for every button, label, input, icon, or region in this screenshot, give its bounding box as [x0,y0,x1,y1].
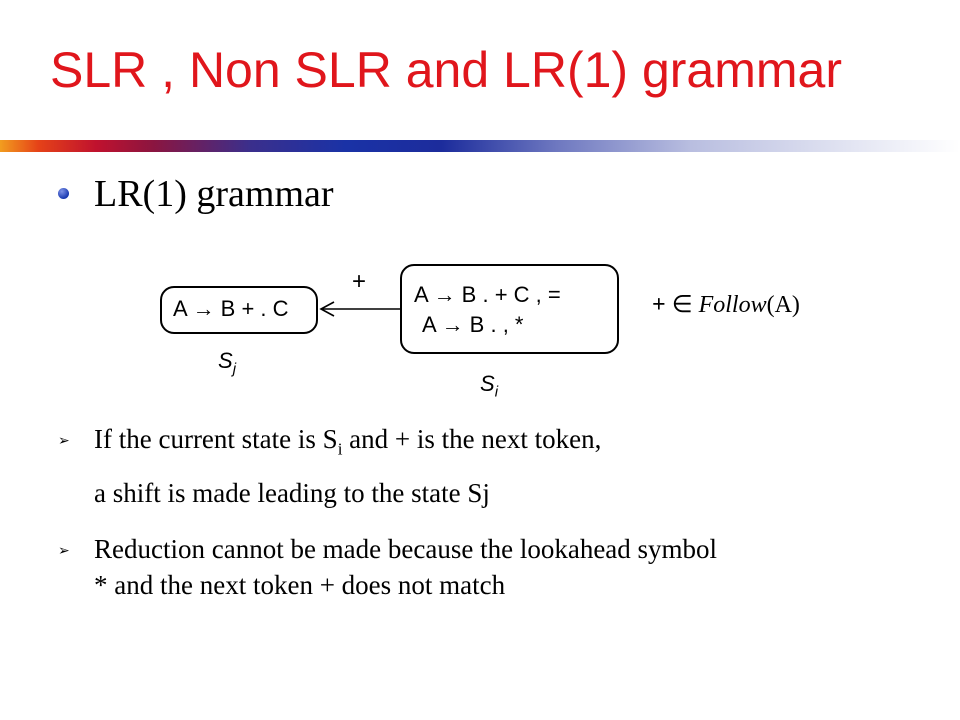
follow-arg: (A) [766,292,800,318]
bullet-1-line-1: If the current state is $S_i$ and + is the next token, [94,424,602,459]
section-heading: LR(1) grammar [94,173,334,215]
state-si-label: $S_i$ [480,371,499,401]
follow-formula [652,290,800,319]
bullet-2-line-1: Reduction cannot be made because the lookahead symbol [94,534,718,564]
follow-plus: + [652,292,666,318]
follow-word: Follow [698,292,767,318]
state-si-item-2: A → B . , * [422,312,524,337]
slide-title: SLR , Non SLR and LR(1) grammar [50,42,842,98]
state-sj-item: A → B + . C [173,296,289,321]
state-sj-label: $S_j$ [218,348,237,378]
arrow-bullet-icon: ➢ [58,543,70,559]
edge-label: + [352,268,367,295]
arrow-bullet-icon: ➢ [58,433,70,449]
state-sj-box [160,286,318,334]
bullet-2-line-2: * and the next token + does not match [94,570,506,600]
bullet-1-line-2: a shift is made leading to the state Sj [94,478,490,508]
state-si-item-1: A → B . + C , = [414,282,561,307]
follow-member: ∈ [665,292,699,318]
state-si-box [400,264,619,354]
